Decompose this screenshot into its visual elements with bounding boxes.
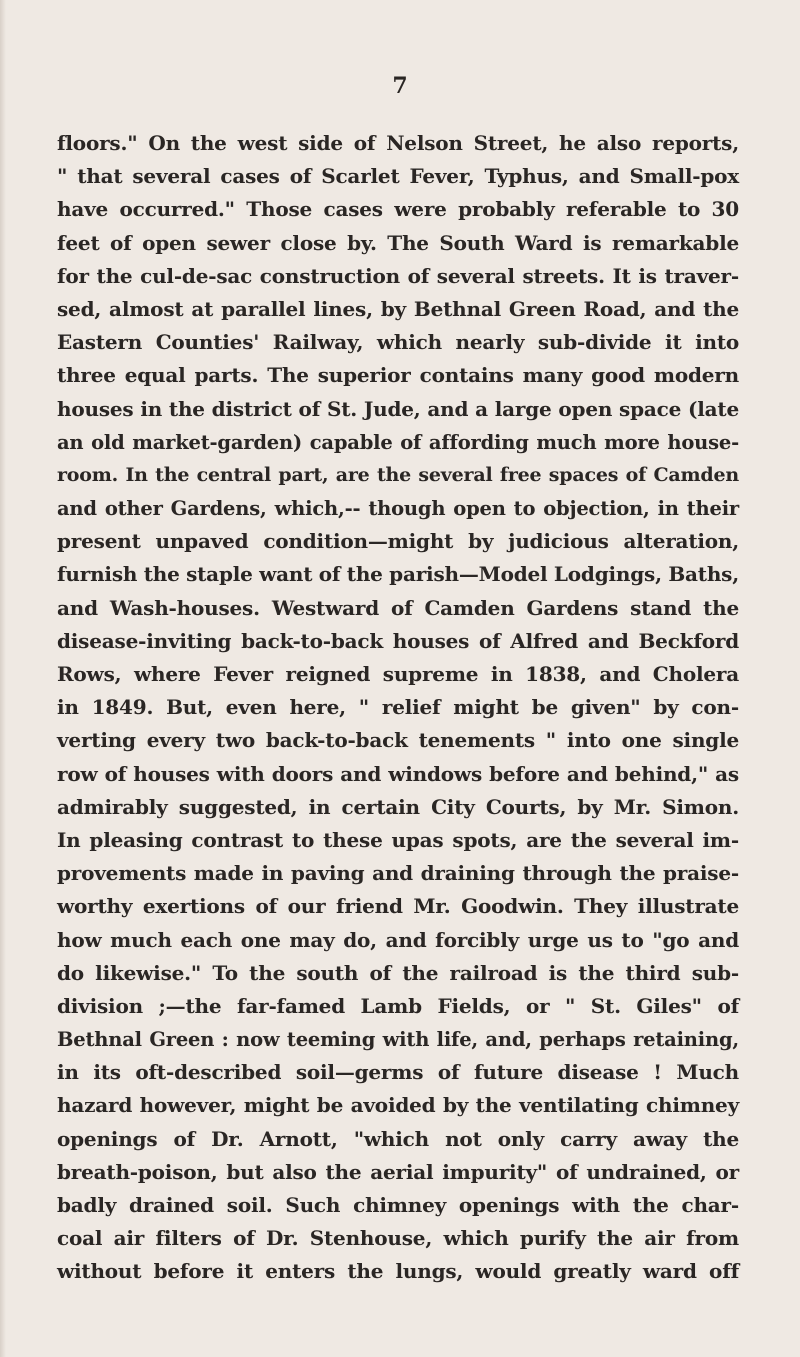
text-line: badly drained soil. Such chimney openings with the char- xyxy=(57,1193,739,1217)
text-line: three equal parts. The superior contains many good modern xyxy=(57,363,739,388)
text-line: disease-inviting back-to-back houses of Alfred and Beckford xyxy=(57,628,739,653)
text-line: present unpaved condition—might by judicious alteration, xyxy=(57,529,739,554)
text-line: sed, almost at parallel lines, by Bethnal Green Road, and the xyxy=(57,296,739,321)
text-line: feet of open sewer close by. The South Ward is remarkable xyxy=(57,230,739,255)
text-line: an old market-garden) capable of affording much more house- xyxy=(57,430,739,454)
text-line: furnish the staple want of the parish—Model Lodgings, Baths, xyxy=(57,562,739,587)
text-line: how much each one may do, and forcibly urge us to "go and xyxy=(57,927,739,952)
text-line: and Wash-houses. Westward of Camden Gardens stand the xyxy=(57,595,739,620)
text-line: Eastern Counties' Railway, which nearly sub-divide it into xyxy=(57,330,739,355)
page-number: 7 xyxy=(392,73,408,99)
text-line: hazard however, might be avoided by the ventilating chimney xyxy=(57,1093,739,1118)
text-line: division ;—the far-famed Lamb Fields, or " St. Giles" of xyxy=(57,993,739,1018)
text-line: do likewise." To the south of the railroad is the third sub- xyxy=(57,960,739,985)
text-line: have occurred." Those cases were probably referable to 30 xyxy=(57,197,739,222)
text-line: for the cul-de-sac construction of several streets. It is traver- xyxy=(57,263,739,288)
text-line: breath-poison, but also the aerial impurity" of undrained, or xyxy=(57,1159,739,1184)
text-line: openings of Dr. Arnott, "which not only carry away the xyxy=(57,1126,739,1151)
text-line: admirably suggested, in certain City Courts, by Mr. Simon. xyxy=(57,794,739,819)
text-line: row of houses with doors and windows before and behind," as xyxy=(57,761,739,786)
text-line: In pleasing contrast to these upas spots, are the several im- xyxy=(57,827,739,852)
text-line: in 1849. But, even here, " relief might be given" by con- xyxy=(57,695,739,720)
text-line: room. In the central part, are the several free spaces of Camden xyxy=(57,463,739,486)
text-line: and other Gardens, which,-- though open to objection, in their xyxy=(57,497,739,521)
text-line: without before it enters the lungs, would greatly ward off xyxy=(57,1259,739,1284)
page-edge-shadow xyxy=(0,0,6,1357)
text-line: houses in the district of St. Jude, and a large open space (late xyxy=(57,396,739,421)
text-line: worthy exertions of our friend Mr. Goodwin. They illustrate xyxy=(57,894,739,919)
text-line: verting every two back-to-back tenements " into one single xyxy=(57,728,739,753)
text-line: Bethnal Green : now teeming with life, and, perhaps retaining, xyxy=(57,1028,739,1052)
text-line: coal air filters of Dr. Stenhouse, which purify the air from xyxy=(57,1226,739,1251)
text-line: provements made in paving and draining through the praise- xyxy=(57,861,739,886)
text-line: in its oft-described soil—germs of future disease ! Much xyxy=(57,1060,739,1085)
text-line: floors." On the west side of Nelson Street, he also reports, xyxy=(57,131,739,155)
text-line: " that several cases of Scarlet Fever, Typhus, and Small-pox xyxy=(57,164,739,189)
body-text xyxy=(57,127,739,1289)
text-line: Rows, where Fever reigned supreme in 1838, and Cholera xyxy=(57,662,739,686)
